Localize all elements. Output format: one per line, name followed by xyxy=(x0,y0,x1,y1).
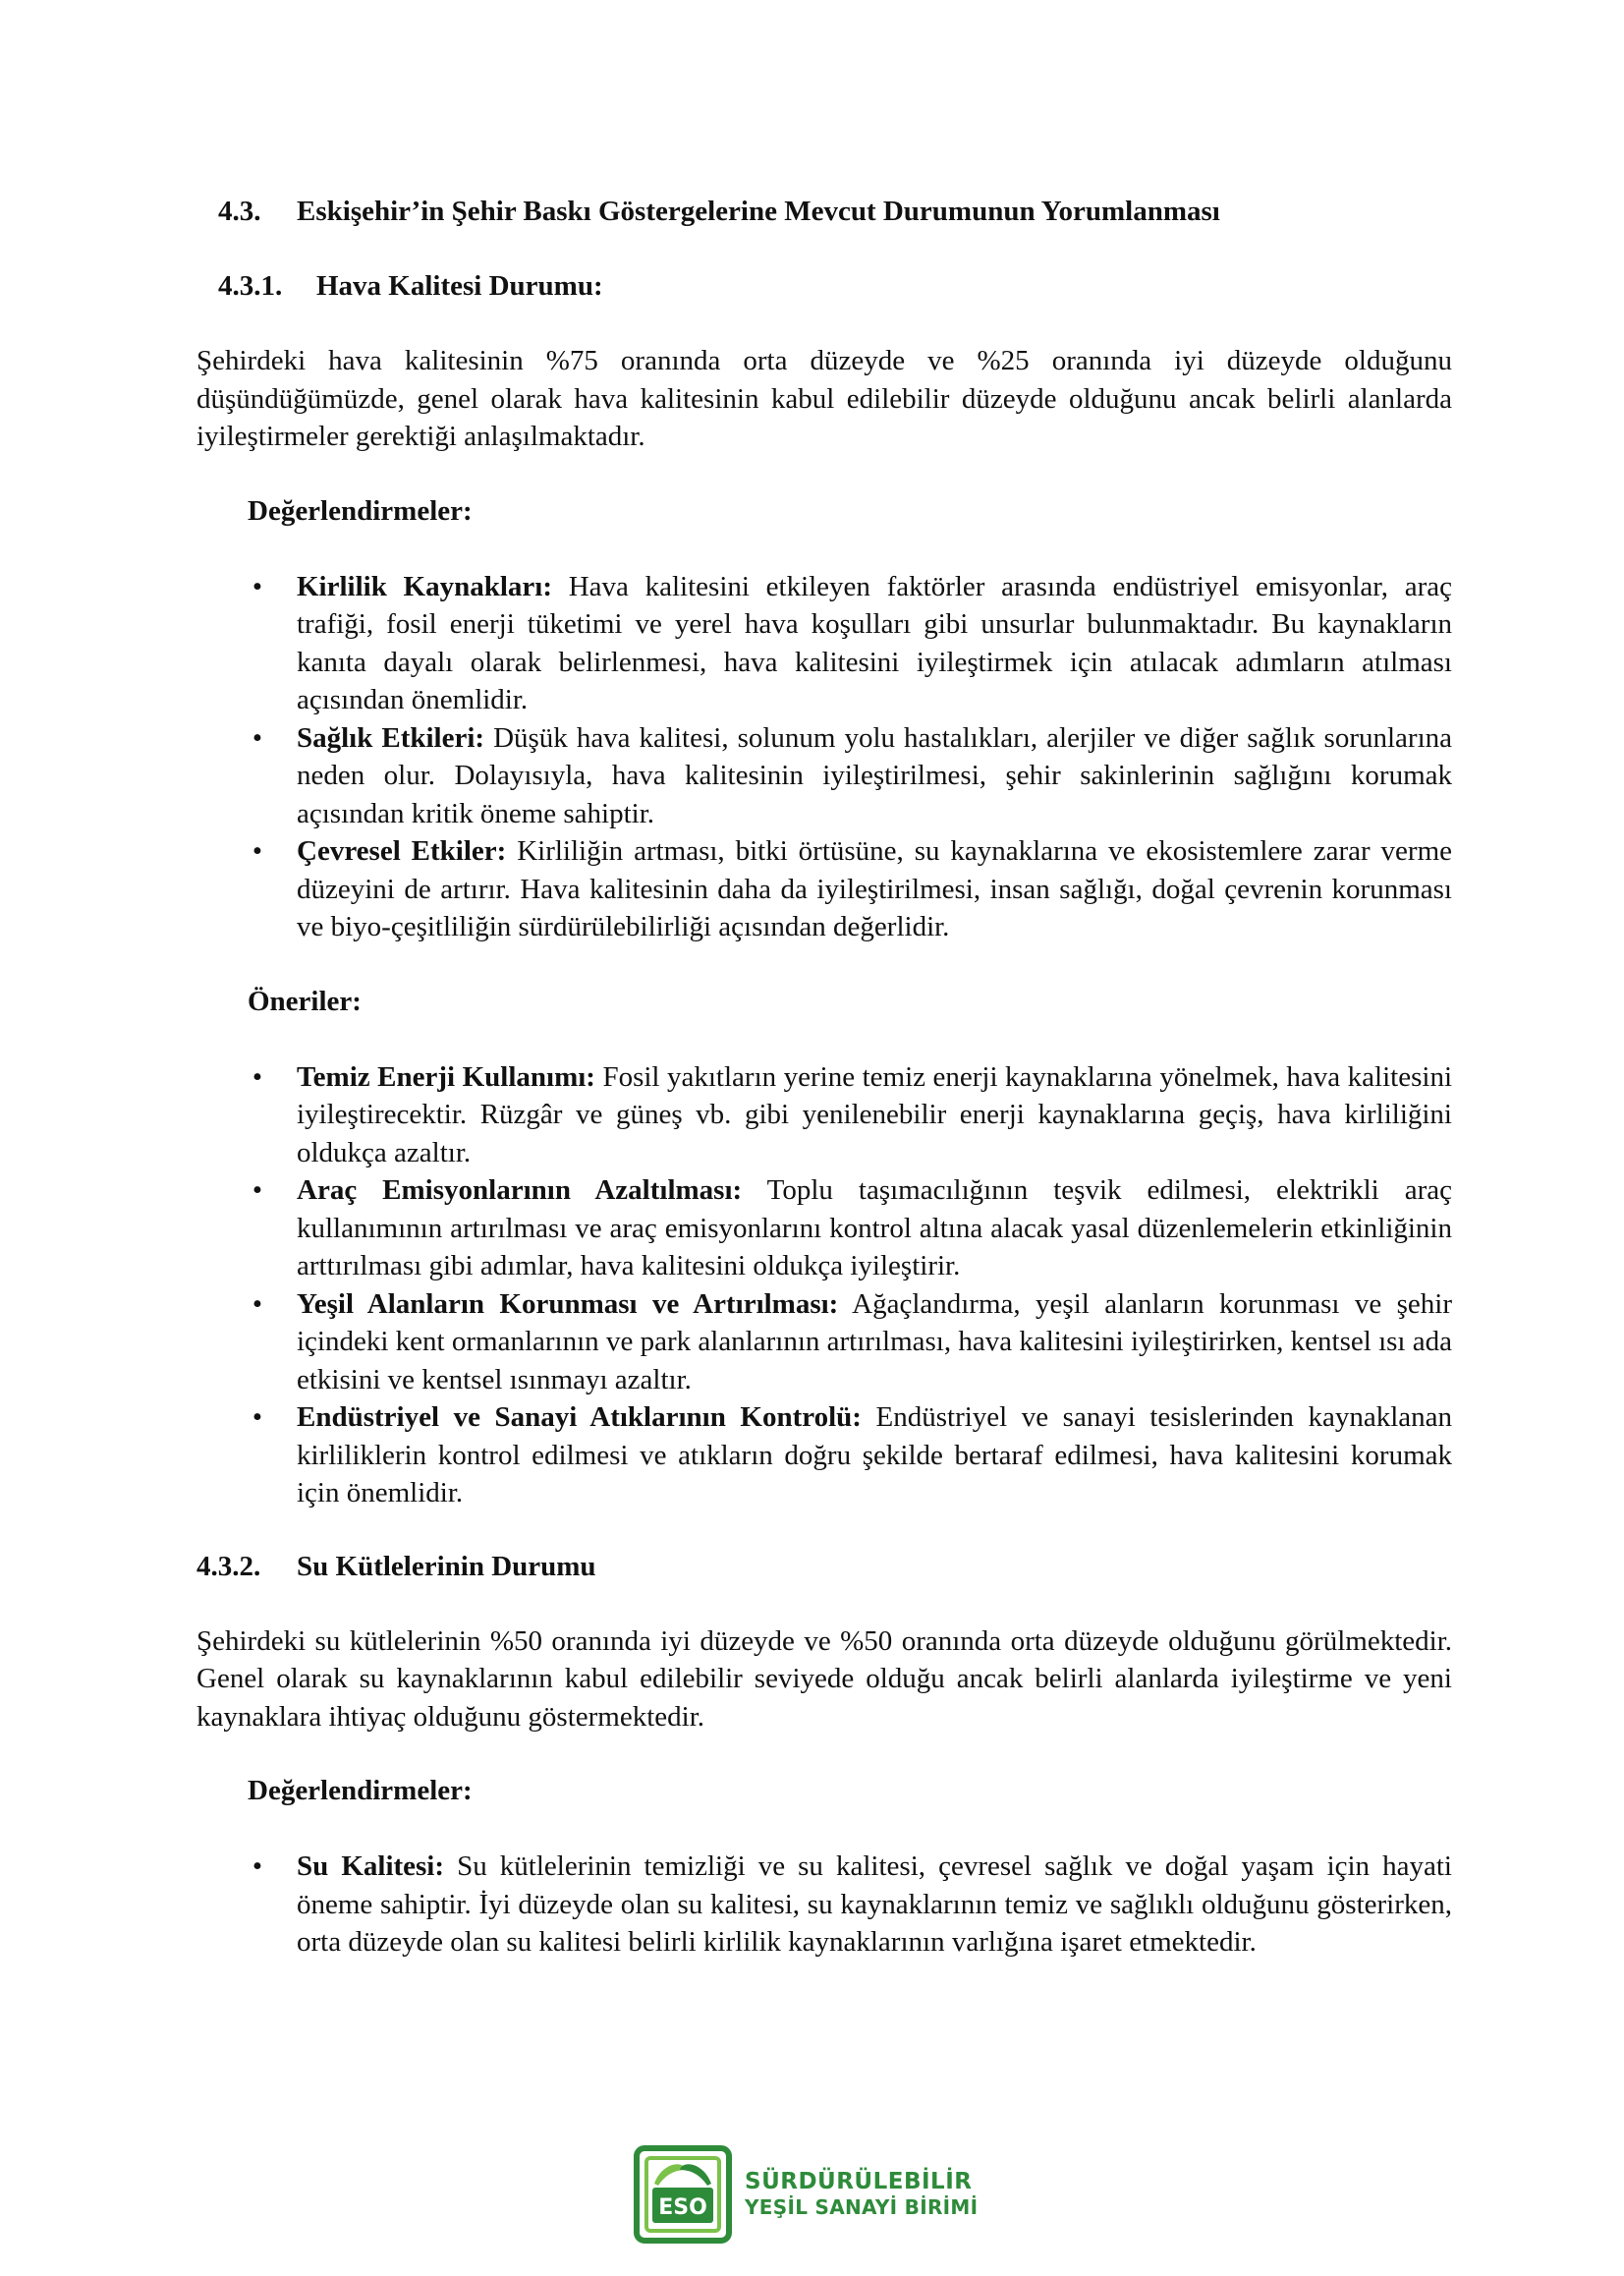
list-item xyxy=(196,832,1452,946)
list-item-text: Düşük hava kalitesi, solunum yolu hastalıkları, alerjiler ve diğer sağlık sorunlarına neden olur. Dolayısıyla, hava kalitesinin iyileştirilmesi, şehir sakinlerinin sağlığını korumak açısından kritik öneme sahiptir. xyxy=(297,721,1452,829)
list-item xyxy=(196,1285,1452,1399)
list-item-text: Ağaçlandırma, yeşil alanların korunması ve şehir içindeki kent ormanlarının ve park alanlarının artırılması, hava kalitesini iyileştirirken, kentsel ısı ada etkisini ve kentsel ısınmayı azaltır. xyxy=(297,1287,1452,1395)
eso-footer-logo xyxy=(633,2144,978,2245)
suggestions-heading: Öneriler: xyxy=(248,985,362,1017)
section-number: 4.3.2. xyxy=(196,1550,261,1582)
water-bodies-intro: Şehirdeki su kütlelerinin %50 oranında iyi düzeyde ve %50 oranında orta düzeyde olduğunu görülmektedir. Genel olarak su kaynaklarının kabul edilebilir seviyede olduğu ancak belirli alanlarda iyileştirme ve yeni kaynaklara ihtiyaç olduğunu göstermektedir. xyxy=(196,1624,1452,1733)
bullet-icon: • xyxy=(252,721,263,754)
list-item xyxy=(196,1398,1452,1512)
list-item xyxy=(196,1058,1452,1172)
evaluations-heading: Değerlendirmeler: xyxy=(248,494,473,527)
list-item-term: Kirlilik Kaynakları: xyxy=(297,570,553,602)
list-item-term: Yeşil Alanların Korunması ve Artırılması: xyxy=(297,1287,839,1320)
air-quality-intro: Şehirdeki hava kalitesinin %75 oranında orta düzeyde ve %25 oranında iyi düzeyde olduğunu düşündüğümüzde, genel olarak hava kalitesinin kabul edilebilir düzeyde olduğunu ancak belirli alanlarda iyileştirmeler gerektiği anlaşılmaktadır. xyxy=(196,345,1452,452)
list-item-text: Fosil yakıtların yerine temiz enerji kaynaklarına yönelmek, hava kalitesini iyileştirecektir. Rüzgâr ve güneş vb. gibi yenilenebilir enerji kaynaklarına geçiş, hava kirliliğini oldukça azaltır. xyxy=(297,1060,1452,1168)
list-item-text: Toplu taşımacılığının teşvik edilmesi, elektrikli araç kullanımının artırılması ve araç emisyonlarını kontrol altına alacak yasal düzenlemelerin etkinliğinin arttırılması gibi adımlar, hava kalitesini oldukça iyileştirir. xyxy=(297,1174,1452,1281)
bullet-icon: • xyxy=(252,570,263,602)
section-heading-4-3 xyxy=(218,193,1452,230)
list-item-term: Temiz Enerji Kullanımı: xyxy=(297,1060,595,1093)
list-item-term: Sağlık Etkileri: xyxy=(297,721,485,754)
bullet-icon: • xyxy=(252,1287,263,1320)
list-item xyxy=(196,1848,1452,1962)
list-item-text: Endüstriyel ve sanayi tesislerinden kaynaklanan kirliliklerin kontrol edilmesi ve atıkların doğru şekilde bertaraf edilmesi, hava kalitesini korumak için önemlidir. xyxy=(297,1401,1452,1508)
bullet-icon: • xyxy=(252,1401,263,1433)
bullet-icon: • xyxy=(252,1060,263,1093)
list-item-term: Su Kalitesi: xyxy=(297,1850,445,1882)
list-item xyxy=(196,568,1452,719)
air-suggestions-list xyxy=(196,1058,1452,1512)
list-item-term: Araç Emisyonlarının Azaltılması: xyxy=(297,1174,743,1206)
list-item-text: Hava kalitesini etkileyen faktörler arasında endüstriyel emisyonlar, araç trafiği, fosil enerji tüketimi ve yerel hava koşulları gibi unsurlar bulunmaktadır. Bu kaynakların kanıta dayalı olarak belirlenmesi, hava kalitesini iyileştirmek için atılacak adımların atılması açısından önemlidir. xyxy=(297,570,1452,715)
section-title: Hava Kalitesi Durumu: xyxy=(316,270,603,302)
list-item-text: Su kütlelerinin temizliği ve su kalitesi, çevresel sağlık ve doğal yaşam için hayati öneme sahiptir. İyi düzeyde olan su kalitesi, su kaynaklarının temiz ve sağlıklı olduğunu gösterirken, orta düzeyde olan su kalitesi belirli kirlilik kaynaklarının varlığına işaret etmektedir. xyxy=(297,1850,1452,1958)
section-number: 4.3. xyxy=(218,196,261,227)
section-title: Su Kütlelerinin Durumu xyxy=(297,1550,596,1582)
evaluations-heading: Değerlendirmeler: xyxy=(248,1775,473,1806)
bullet-icon: • xyxy=(252,835,263,867)
section-number: 4.3.1. xyxy=(218,270,283,302)
bullet-icon: • xyxy=(252,1850,263,1882)
logo-line-2: YEŞİL SANAYİ BİRİMİ xyxy=(745,2195,979,2219)
leaf-frame-icon xyxy=(633,2144,733,2245)
logo-wordmark xyxy=(745,2169,978,2220)
list-item-term: Çevresel Etkiler: xyxy=(297,835,507,867)
list-item-term: Endüstriyel ve Sanayi Atıklarının Kontrolü: xyxy=(297,1401,862,1433)
logo-line-1: SÜRDÜRÜLEBİLİR xyxy=(745,2169,973,2194)
list-item xyxy=(196,719,1452,833)
logo-badge-text: ESO xyxy=(658,2195,707,2220)
bullet-icon: • xyxy=(252,1174,263,1206)
section-heading-4-3-2 xyxy=(196,1548,1452,1585)
list-item xyxy=(196,1171,1452,1285)
section-heading-4-3-1 xyxy=(218,267,1452,305)
list-item-text: Kirliliğin artması, bitki örtüsüne, su kaynaklarına ve ekosistemlere zarar verme düzeyini de artırır. Hava kalitesinin daha da iyileştirilmesi, insan sağlığı, doğal çevrenin korunması ve biyo-çeşitliliğin sürdürülebilirliği açısından değerlidir. xyxy=(297,835,1452,942)
document-page xyxy=(196,193,1452,1962)
air-evaluations-list xyxy=(196,568,1452,946)
section-title: Eskişehir’in Şehir Baskı Göstergelerine Mevcut Durumunun Yorumlanması xyxy=(297,196,1220,227)
water-evaluations-list xyxy=(196,1848,1452,1962)
